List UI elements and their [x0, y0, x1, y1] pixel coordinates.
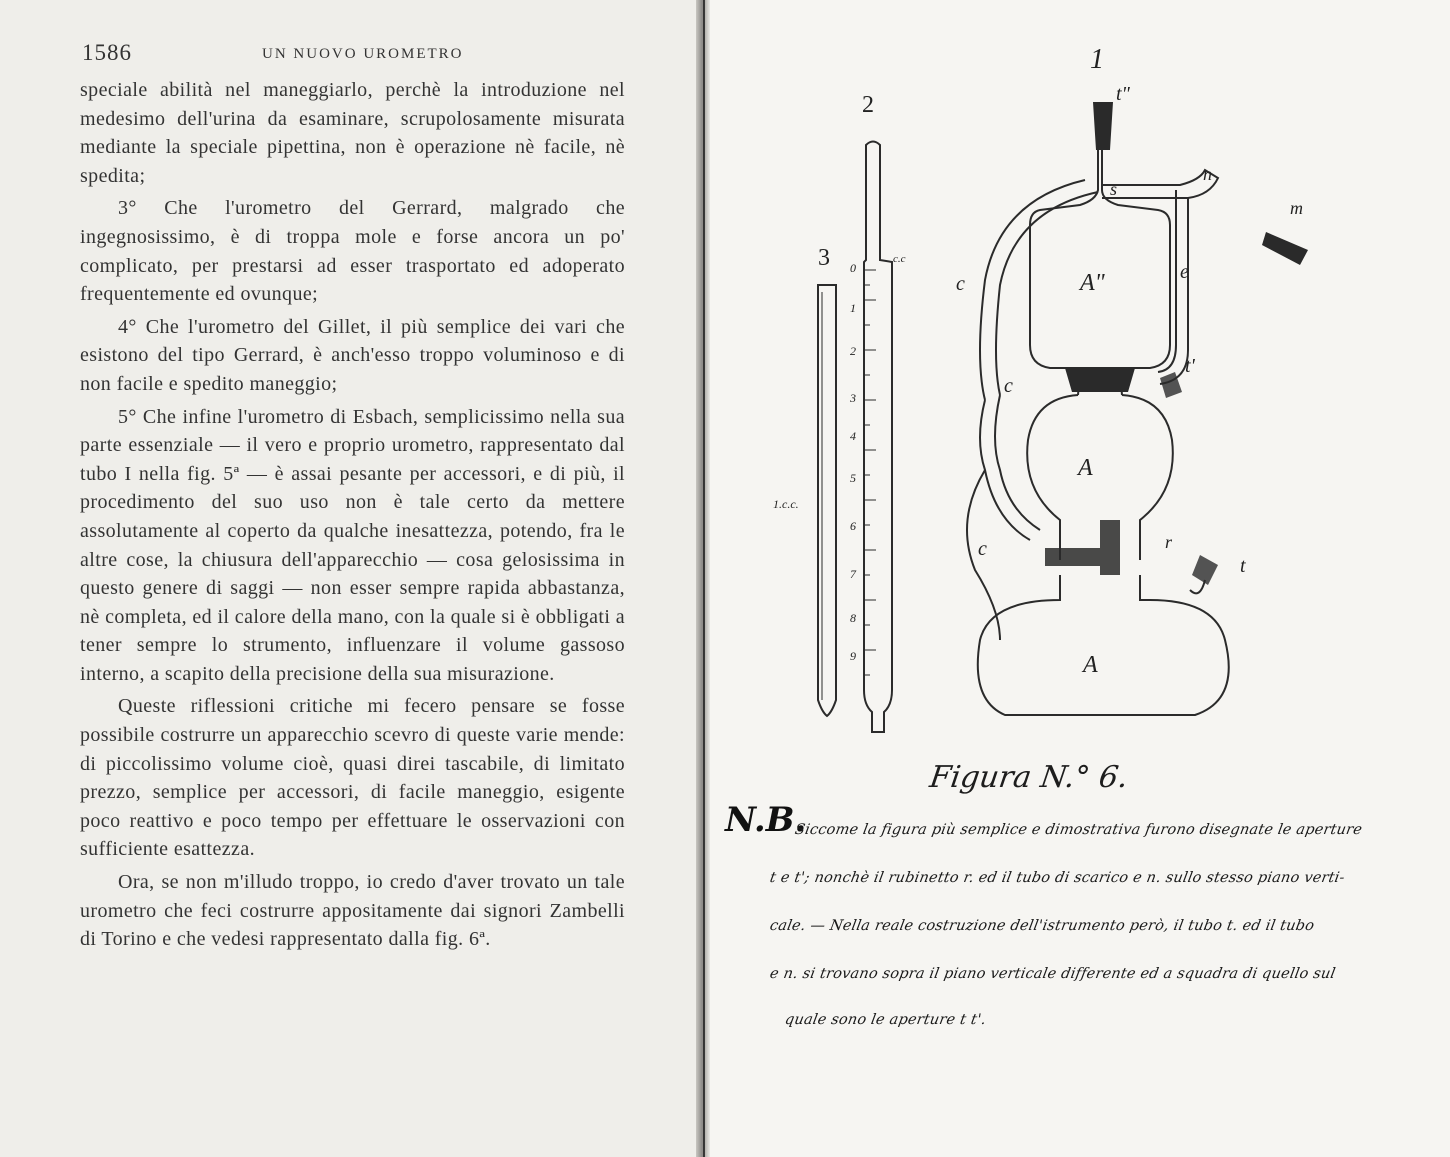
label-cc-side: 1.c.c. [773, 497, 799, 511]
label-bulb-upper: A" [1080, 270, 1105, 296]
scale-number: 5 [850, 471, 856, 485]
graduation-ticks [864, 270, 876, 675]
label-t-top: t" [1116, 83, 1130, 105]
label-e: e [1180, 261, 1189, 283]
note-line: quale sono le aperture t t'. [783, 1012, 988, 1028]
label-n: n [1203, 164, 1212, 184]
scale-number: 3 [850, 391, 856, 405]
label-cc-top: c.c [893, 253, 906, 265]
scale-number: 1 [850, 301, 856, 315]
scale-number: 2 [850, 344, 856, 358]
label-t-low: t [1240, 555, 1246, 577]
label-s: s [1110, 179, 1118, 199]
running-head: UN NUOVO UROMETRO [262, 46, 464, 62]
label-bulb-middle: A [1078, 455, 1093, 481]
scale-number: 8 [850, 611, 856, 625]
label-t-mid: t' [1185, 355, 1195, 377]
label-c-lower: c [978, 538, 987, 560]
paragraph: speciale abilità nel maneggiarlo, perchè la introduzione nel medesimo dell'urina da esaminare, scrupolosamente misurata mediante la speciale pipettina, non è operazione nè facile, nè spedita; [80, 79, 625, 187]
note-line: Siccome la figura più semplice e dimostrativa furono disegnate le aperture [793, 822, 1364, 838]
note-line: cale. — Nella reale costruzione dell'istrumento però, il tubo t. ed il tubo [768, 918, 1316, 934]
page-number: 1586 [82, 40, 132, 65]
tube-3-outline [818, 285, 836, 716]
paragraph: 5° Che infine l'urometro di Esbach, semplicissimo nella sua parte essenziale — il vero e proprio urometro, rappresentato dal tubo I nella fig. 5ª — è assai pesante per accessori, e di più, il procedimento del suo uso non è tale certo da mettere assolutamente al coperto da qualche inesattezza, potendo, fra le altre cose, la chiusura dell'apparecchio — cosa gelosissima in questo genere di saggi — non esser sempre rapida abbastanza, nè completa, ed il calore della mano, con la quale si è obbligati a tener sempre lo strumento, influenzare il volume gassoso interno, a scapito della precisione della sua misurazione. [80, 405, 625, 685]
label-c-upper: c [956, 273, 965, 295]
label-tube-2: 2 [862, 92, 874, 118]
paragraph: Ora, se non m'illudo troppo, io credo d'aver trovato un tale urometro che feci costrurre appositamente dai signori Zambelli di Torino e che vedesi rappresentato dalla fig. 6ª. [80, 871, 625, 951]
scale-number: 7 [850, 567, 856, 581]
note-marker: N.B. [725, 800, 807, 840]
paragraph: 3° Che l'urometro del Gerrard, malgrado che ingegnosissimo, è di troppa mole e forse ancora un po' complicato, per prestarsi ad esser trasportato ed adoperato frequentemente ed ovunque; [80, 197, 625, 306]
apparatus-1 [967, 148, 1229, 715]
note-line: e n. si trovano sopra il piano verticale differente ed a squadra di quello sul [768, 966, 1337, 982]
label-m: m [1290, 198, 1303, 218]
label-c-middle: c [1004, 375, 1013, 397]
paragraph: 4° Che l'urometro del Gillet, il più semplice dei vari che esistono del tipo Gerrard, è anch'esso troppo voluminoso e di non facile e spedito maneggio; [80, 315, 625, 395]
note-line: t e t'; nonchè il rubinetto r. ed il tubo di scarico e n. sullo stesso piano verti- [768, 870, 1346, 886]
figure-caption: Figura N.° 6. [927, 760, 1131, 795]
label-apparatus-1: 1 [1090, 44, 1104, 75]
label-bulb-lower: A [1083, 652, 1098, 678]
scale-number: 6 [850, 519, 856, 533]
scale-number: 4 [850, 429, 856, 443]
scale-number: 9 [850, 649, 856, 663]
tube-2-outline [864, 142, 892, 733]
label-r: r [1165, 532, 1173, 552]
paragraph: Queste riflessioni critiche mi fecero pensare se fosse possibile costrurre un apparecchio scevro di queste varie mende: di piccolissimo volume cioè, quasi direi tascabile, di limitato prezzo, semplice per accessori, di facile maneggio, esigente poco reattivo e poco tempo per effettuare le osservazioni con sufficiente esattezza. [80, 695, 625, 861]
label-tube-3: 3 [818, 245, 830, 271]
scale-number: 0 [850, 261, 856, 275]
